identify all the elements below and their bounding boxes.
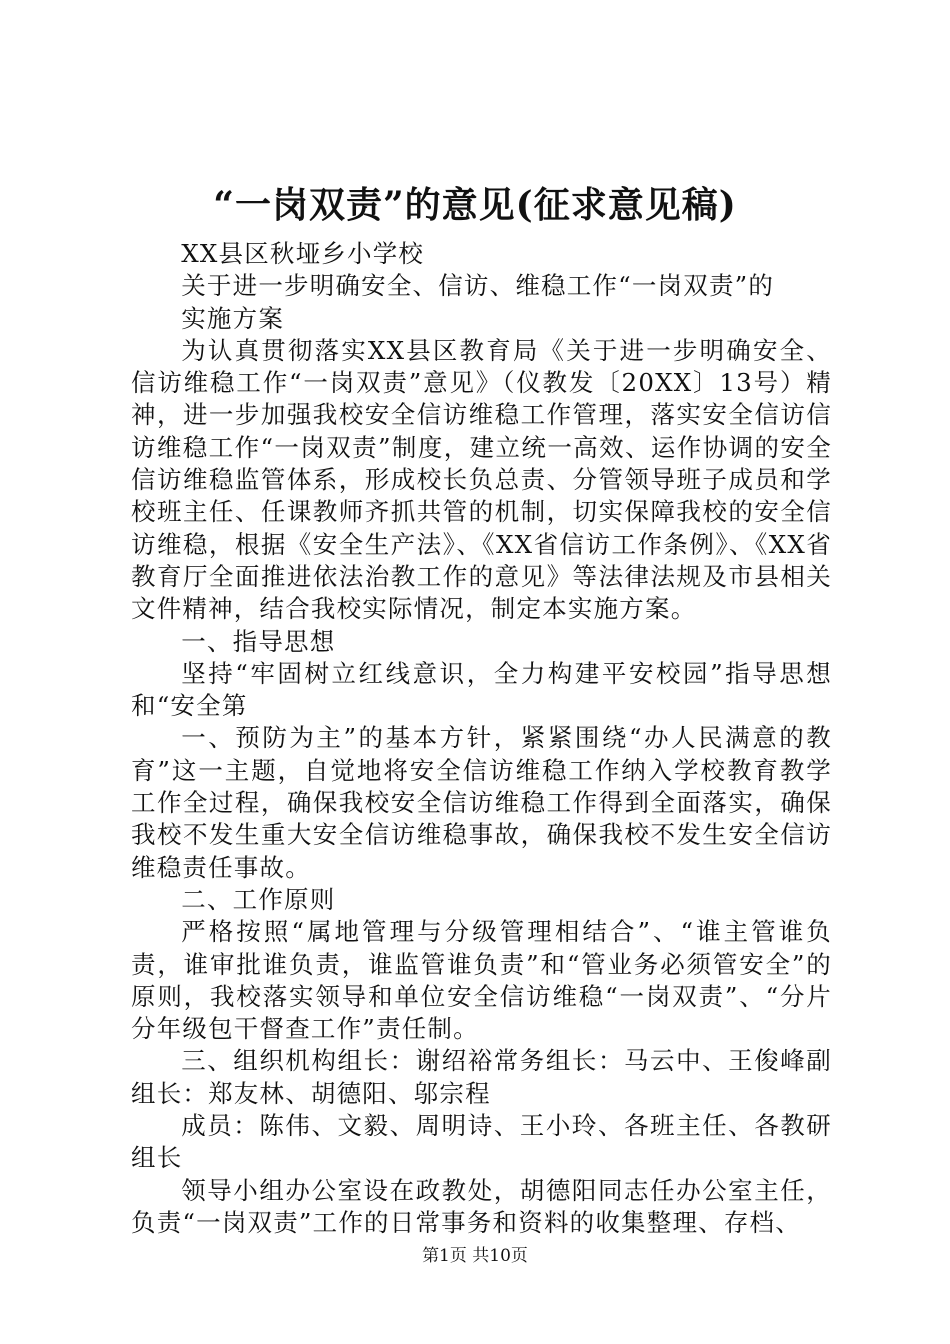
section-heading-guiding-ideology: 一、指导思想 [181, 626, 336, 656]
page-number-footer: 第1页 共10页 [422, 1246, 528, 1266]
section-heading-work-principles: 二、工作原则 [181, 884, 336, 914]
guiding-ideology-continuation: 一、预防为主”的基本方针，紧紧围绕“办人民满意的教育”这一主题，自觉地将安全信访维稳工作纳入学校教育教学工作全过程，确保我校安全信访维稳工作得到全面落实，确保我校不发生重大安全信访维稳事故，确保我校不发生安全信访维稳责任事故。 [131, 723, 832, 882]
intro-paragraph: 为认真贯彻落实XX县区教育局《关于进一步明确安全、信访维稳工作“一岗双责”意见》（仪教发〔20XX〕13号）精神，进一步加强我校安全信访维稳工作管理，落实安全信访信访维稳工作“一岗双责”制度，建立统一高效、运作协调的安全信访维稳监管体系，形成校长负总责、分管领导班子成员和学校班主任、任课教师齐抓共管的机制，切实保障我校的安全信访维稳，根据《安全生产法》、《XX省信访工作条例》、《XX省教育厅全面推进依法治教工作的意见》等法律法规及市县相关文件精神，结合我校实际情况，制定本实施方案。 [131, 335, 832, 624]
office-paragraph: 领导小组办公室设在政教处，胡德阳同志任办公室主任，负责“一岗双责”工作的日常事务和资料的收集整理、存档、 [131, 1175, 832, 1237]
organization-paragraph: 三、组织机构组长：谢绍裕常务组长：马云中、王俊峰副组长：郑友林、胡德阳、邬宗程 [131, 1046, 832, 1108]
document-title: “一岗双责”的意见(征求意见稿) [213, 184, 737, 226]
members-paragraph: 成员：陈伟、文毅、周明诗、王小玲、各班主任、各教研组长 [131, 1111, 832, 1173]
school-name: XX县区秋垭乡小学校 [181, 239, 425, 268]
plan-heading-line-2: 实施方案 [181, 303, 285, 333]
document-body [131, 238, 832, 1239]
work-principles-paragraph: 严格按照“属地管理与分级管理相结合”、“谁主管谁负责，谁审批谁负责，谁监管谁负责”和“管业务必须管安全”的原则，我校落实领导和单位安全信访维稳“一岗双责”、“分片分年级包干督查工作”责任制。 [131, 917, 832, 1044]
plan-heading-line-1: 关于进一步明确安全、信访、维稳工作“一岗双责”的 [181, 271, 775, 301]
guiding-ideology-paragraph: 坚持“牢固树立红线意识，全力构建平安校园”指导思想和“安全第 [131, 658, 832, 721]
